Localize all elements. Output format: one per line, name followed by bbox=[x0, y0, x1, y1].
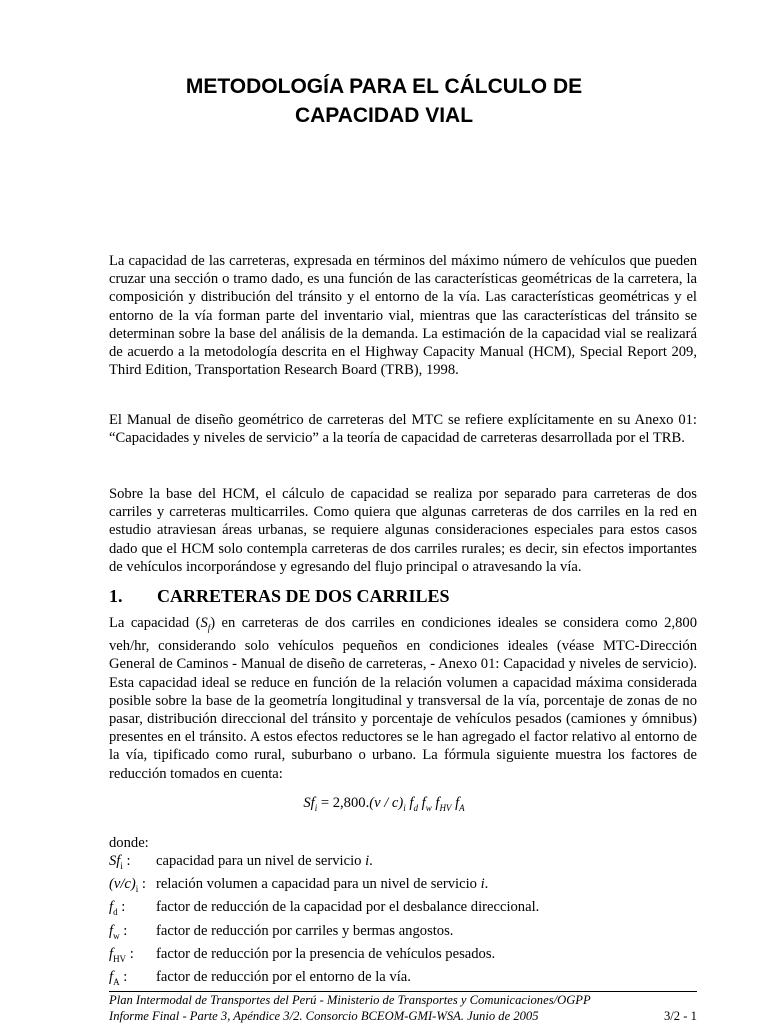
definition-end: . bbox=[484, 876, 489, 893]
symbol-main: Sf bbox=[109, 853, 121, 870]
definition-row bbox=[109, 922, 709, 945]
definition-text: factor de reducción por la presencia de vehículos pesados. bbox=[156, 945, 496, 962]
definition-row bbox=[109, 968, 709, 991]
definition-end: . bbox=[369, 853, 373, 870]
definition-row bbox=[109, 945, 709, 968]
definition-symbol bbox=[109, 875, 156, 898]
paragraph-two-lane bbox=[109, 614, 697, 783]
symbol-colon: : bbox=[126, 945, 134, 962]
symbol-main: f bbox=[109, 945, 114, 962]
capacity-formula bbox=[0, 793, 768, 818]
symbol-colon: : bbox=[117, 899, 126, 916]
capacity-symbol bbox=[200, 615, 210, 631]
symbol-colon: : bbox=[119, 922, 128, 939]
page-number: 3/2 - 1 bbox=[664, 1009, 697, 1023]
definition-text: capacidad para un nivel de servicio bbox=[156, 853, 366, 870]
symbol-s: S bbox=[200, 615, 208, 631]
formula-equals: = 2,800. bbox=[317, 795, 370, 811]
formula-fw-sub: w bbox=[425, 802, 432, 813]
definition-symbol bbox=[109, 852, 156, 875]
definitions-intro: donde: bbox=[109, 835, 149, 851]
formula-lhs-sub: i bbox=[314, 802, 318, 813]
formula-lhs: Sf bbox=[303, 795, 315, 811]
definition-row bbox=[109, 898, 709, 921]
definition-symbol bbox=[109, 968, 156, 991]
definition-symbol bbox=[109, 922, 156, 945]
formula-fhv: f bbox=[435, 795, 440, 811]
title-line-1: METODOLOGÍA PARA EL CÁLCULO DE bbox=[185, 75, 583, 98]
paragraph-intro: La capacidad de las carreteras, expresada en términos del máximo número de vehículos que pueden cruzar una sección o tramo dado, es una función de las características geométricas de la carretera, la composición y distribución del tránsito y el entorno de la vía. Las características geométricas y el entorno de la vía forman parte del inventario vial, mientras que las características del tránsito se determinan sobre la base del análisis de la demanda. La estimación de la capacidad vial se realizará de acuerdo a la metodología descrita en el Highway Capacity Manual (HCM), Special Report 209, Third Edition, Transportation Research Board (TRB), 1998. bbox=[109, 253, 697, 379]
symbol-sub: w bbox=[113, 930, 120, 941]
definition-text: relación volumen a capacidad para un nivel de servicio bbox=[156, 876, 481, 893]
symbol-colon: : bbox=[119, 968, 128, 985]
text-span: ) en carreteras de dos carriles en condiciones ideales se considera como 2,800 veh/hr, considerando solo vehículos pequeños en condiciones ideales (véase MTC-Dirección General de Caminos - Manual de diseño de carreteras, - Anexo 01: Capacidad y niveles de servicio). Esta capacidad ideal se reduce en función de la relación volumen a capacidad máxima considerada posible sobre la base de la geometría longitudinal y transversal de la vía, porcentaje de zonas de no pasar, distribución direccional del tránsito y porcentaje de vehículos pesados (camiones y ómnibus) presentes en el tránsito. A estos efectos reductores se le han agregado el factor relativo al entorno de la vía, tipificado como rural, suburbano o urbano. La fórmula siguiente muestra los factores de reducción tomados en cuenta: bbox=[109, 615, 697, 782]
definition-symbol bbox=[109, 898, 156, 921]
symbol-sub: i bbox=[135, 884, 139, 895]
formula-fa: f bbox=[455, 795, 460, 811]
symbol-main: f bbox=[109, 899, 114, 916]
paragraph-mtc-manual: El Manual de diseño geométrico de carreteras del MTC se refiere explícitamente en su Anexo 01: “Capacidades y niveles de servicio” a la teoría de capacidad de carreteras desarrollada por el TRB. bbox=[109, 412, 697, 447]
definition-tail: i bbox=[365, 853, 370, 870]
symbol-sub: f bbox=[207, 622, 211, 633]
formula-fhv-sub: HV bbox=[439, 802, 452, 813]
page-footer bbox=[109, 992, 709, 1024]
footer-line-1: Plan Intermodal de Transportes del Perú - Ministerio de Transportes y Comunicaciones/OGPP bbox=[109, 993, 591, 1007]
formula-fd: f bbox=[409, 795, 414, 811]
symbol-main: f bbox=[109, 968, 114, 985]
title-line-2: CAPACIDAD VIAL bbox=[294, 104, 474, 127]
definition-text: factor de reducción por el entorno de la vía. bbox=[156, 968, 411, 985]
definition-row bbox=[109, 852, 709, 875]
formula-fw: f bbox=[421, 795, 426, 811]
paragraph-hcm-basis: Sobre la base del HCM, el cálculo de capacidad se realiza por separado para carreteras de dos carriles y carreteras multicarriles. Como quiera que algunas carreteras de dos carriles en la red en estudio atraviesan áreas urbanas, se requiere algunas consideraciones especiales para estos casos dado que el HCM solo contempla carreteras de dos carriles rurales; es decir, sin efectos importantes de vehículos incorporándose y egresando del flujo principal o atravesando la vía. bbox=[109, 486, 697, 575]
definition-symbol bbox=[109, 945, 156, 968]
formula-fd-sub: d bbox=[413, 802, 418, 813]
symbol-sub: d bbox=[113, 907, 118, 918]
definition-tail: i bbox=[480, 876, 485, 893]
symbol-sub: HV bbox=[113, 953, 127, 964]
definition-row bbox=[109, 875, 709, 898]
symbol-main: (v/c) bbox=[109, 876, 136, 893]
symbol-sub: i bbox=[120, 861, 123, 872]
symbol-colon: : bbox=[138, 876, 146, 893]
formula-fa-sub: A bbox=[459, 802, 465, 813]
symbol-main: f bbox=[109, 922, 114, 939]
formula-vc: (v / c) bbox=[369, 795, 404, 811]
section-heading bbox=[109, 585, 697, 607]
symbol-colon: : bbox=[122, 853, 131, 870]
formula-vc-sub: i bbox=[403, 802, 406, 813]
section-number: 1. bbox=[109, 586, 123, 606]
definition-text: factor de reducción de la capacidad por el desbalance direccional. bbox=[156, 899, 540, 916]
document-title bbox=[0, 72, 768, 130]
text-span: La capacidad ( bbox=[109, 615, 201, 631]
definitions-list bbox=[109, 834, 709, 991]
section-title: CARRETERAS DE DOS CARRILES bbox=[157, 586, 450, 606]
symbol-sub: A bbox=[113, 976, 120, 987]
footer-line-2: Informe Final - Parte 3, Apéndice 3/2. Consorcio BCEOM-GMI-WSA. Junio de 2005 bbox=[109, 1009, 539, 1023]
definition-text: factor de reducción por carriles y bermas angostos. bbox=[156, 922, 454, 939]
